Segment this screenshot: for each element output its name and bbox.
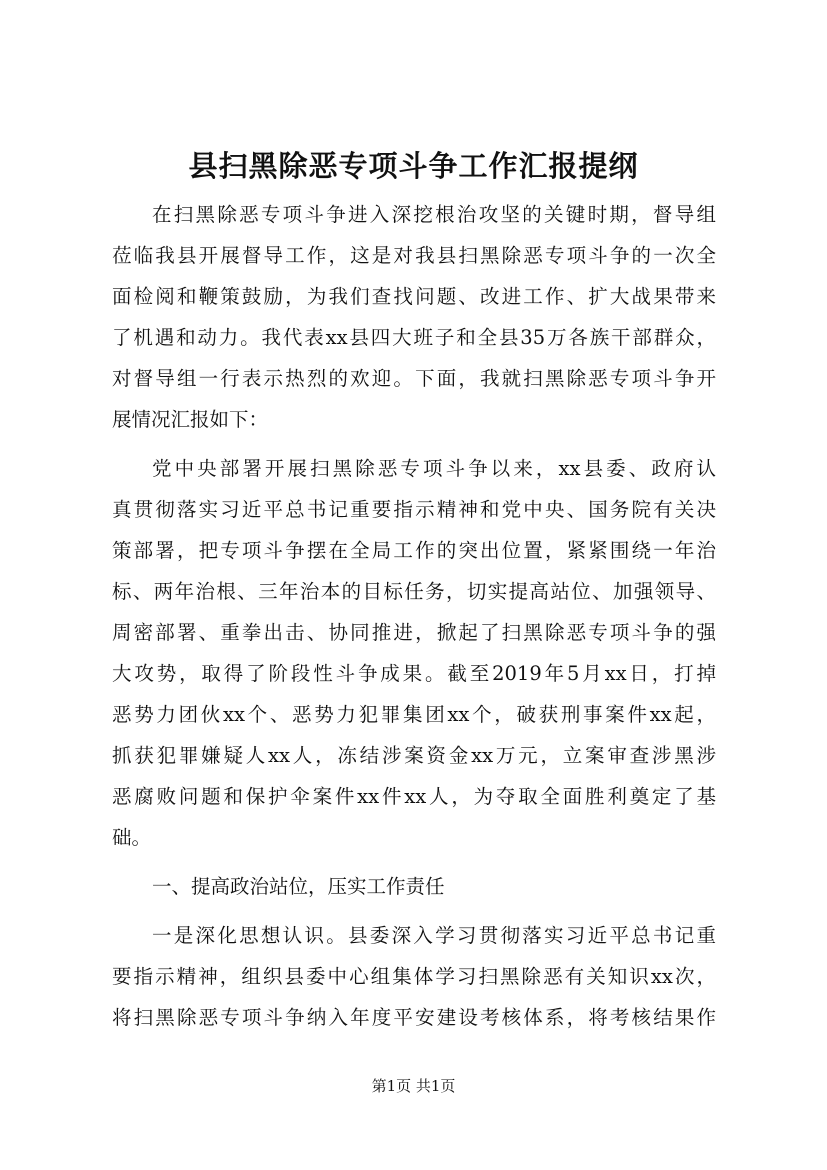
paragraph-2-line-6: 大攻势，取得了阶段性斗争成果。截至2019年5月xx日，打掉 (112, 662, 716, 685)
page-footer: 第1页 共1页 (371, 1077, 456, 1095)
paragraph-2-line-8: 抓获犯罪嫌疑人xx人，冻结涉案资金xx万元，立案审查涉黑涉 (112, 744, 716, 767)
paragraph-2-line-4: 标、两年治根、三年治本的目标任务，切实提高站位、加强领导、 (112, 580, 716, 603)
paragraph-1-line-1: 在扫黑除恶专项斗争进入深挖根治攻坚的关键时期，督导组 (152, 203, 716, 226)
paragraph-1-line-6: 展情况汇报如下： (112, 408, 269, 431)
paragraph-spacer (112, 440, 716, 448)
paragraph-2-line-2: 真贯彻落实习近平总书记重要指示精神和党中央、国务院有关决 (112, 498, 716, 521)
paragraph-3-line-3: 将扫黑除恶专项斗争纳入年度平安建设考核体系，将考核结果作 (112, 1006, 716, 1029)
paragraph-3-line-2: 要指示精神，组织县委中心组集体学习扫黑除恶有关知识xx次， (112, 965, 716, 988)
paragraph-2-line-9: 恶腐败问题和保护伞案件xx件xx人，为夺取全面胜利奠定了基 (112, 785, 716, 808)
paragraph-1-line-4: 了机遇和动力。我代表xx县四大班子和全县35万各族干部群众， (112, 326, 716, 349)
document-body (112, 194, 716, 1038)
paragraph-2-line-3: 策部署，把专项斗争摆在全局工作的突出位置，紧紧围绕一年治 (112, 539, 716, 562)
paragraph-1-line-3: 面检阅和鞭策鼓励，为我们查找问题、改进工作、扩大战果带来 (112, 285, 716, 308)
paragraph-spacer (112, 858, 716, 866)
document-title: 县扫黑除恶专项斗争工作汇报提纲 (188, 149, 639, 183)
paragraph-1-line-5: 对督导组一行表示热烈的欢迎。下面，我就扫黑除恶专项斗争开 (112, 367, 716, 390)
paragraph-spacer (112, 907, 716, 915)
paragraph-2-line-10: 础。 (112, 826, 152, 849)
paragraph-3-line-1: 一是深化思想认识。县委深入学习贯彻落实习近平总书记重 (152, 924, 716, 947)
section-heading-1: 一、提高政治站位，压实工作责任 (152, 875, 445, 898)
paragraph-2-line-1: 党中央部署开展扫黑除恶专项斗争以来，xx县委、政府认 (152, 457, 716, 480)
paragraph-2-line-7: 恶势力团伙xx个、恶势力犯罪集团xx个，破获刑事案件xx起， (112, 703, 716, 726)
paragraph-2-line-5: 周密部署、重拳出击、协同推进，掀起了扫黑除恶专项斗争的强 (112, 621, 716, 644)
paragraph-1-line-2: 莅临我县开展督导工作，这是对我县扫黑除恶专项斗争的一次全 (112, 244, 716, 267)
